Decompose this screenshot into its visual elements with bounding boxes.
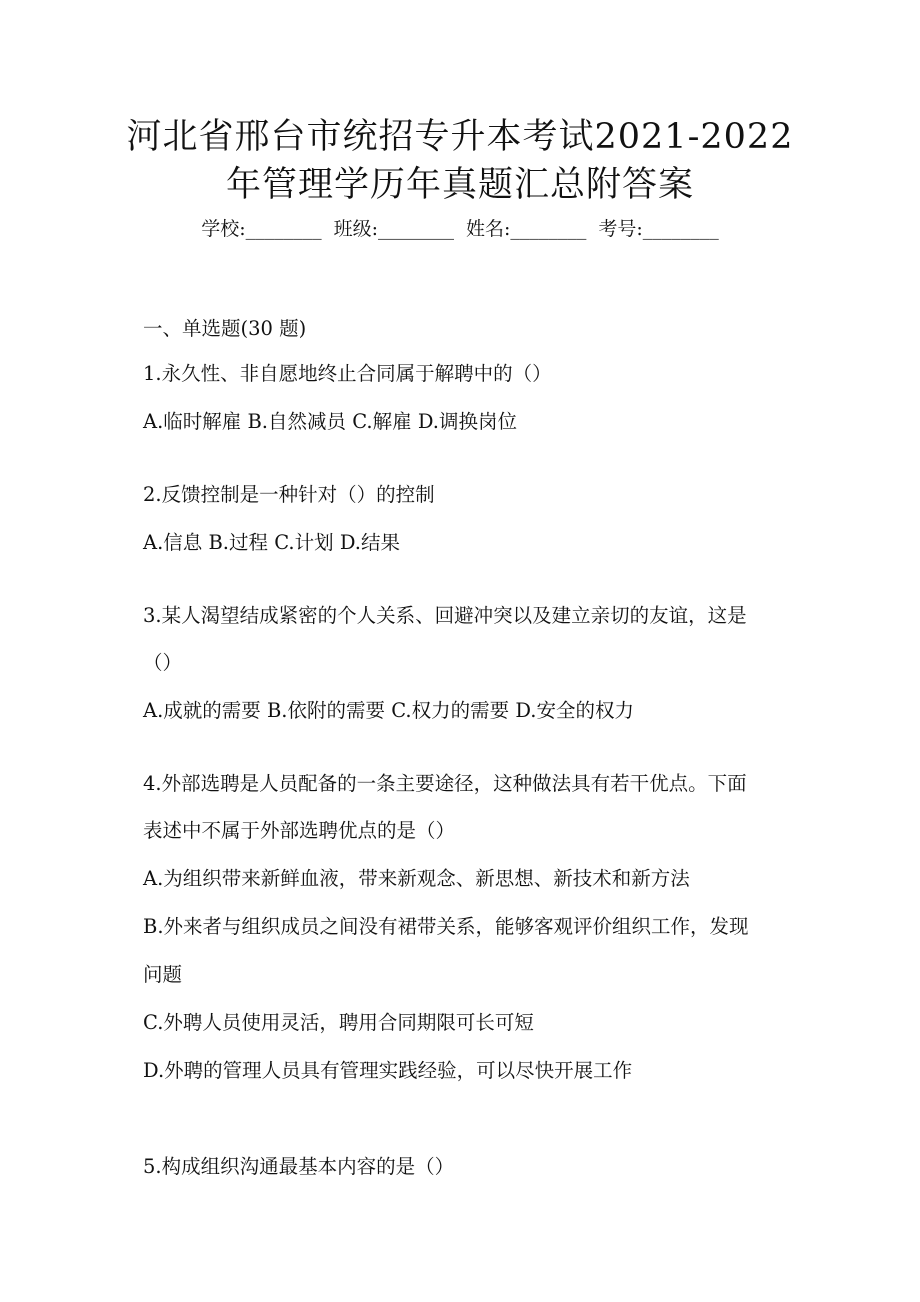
question-4-stem: 4.外部选聘是人员配备的一条主要途径，这种做法具有若干优点。下面 bbox=[143, 772, 747, 795]
student-info-row bbox=[0, 214, 920, 244]
question-3-options: A.成就的需要 B.依附的需要 C.权力的需要 D.安全的权力 bbox=[143, 699, 634, 722]
question-4-option-b-continued: 问题 bbox=[143, 963, 183, 986]
question-3-stem-continued: （） bbox=[143, 651, 183, 674]
question-4-option-c: C.外聘人员使用灵活，聘用合同期限可长可短 bbox=[143, 1011, 534, 1034]
question-5-stem: 5.构成组织沟通最基本内容的是（） bbox=[143, 1155, 455, 1178]
document-title-line-2: 年管理学历年真题汇总附答案 bbox=[225, 165, 694, 205]
class-field: 班级:________ bbox=[333, 218, 454, 240]
document-title-line-1: 河北省邢台市统招专升本考试2021-2022 bbox=[126, 117, 794, 157]
question-1-stem: 1.永久性、非自愿地终止合同属于解聘中的（） bbox=[143, 362, 552, 385]
question-1-options: A.临时解雇 B.自然减员 C.解雇 D.调换岗位 bbox=[143, 410, 517, 433]
question-4-option-d: D.外聘的管理人员具有管理实践经验，可以尽快开展工作 bbox=[143, 1059, 633, 1082]
section-heading: 一、单选题(30 题) bbox=[143, 317, 307, 340]
question-2-stem: 2.反馈控制是一种针对（）的控制 bbox=[143, 483, 435, 506]
exam-number-field: 考号:________ bbox=[598, 218, 719, 240]
school-field: 学校:________ bbox=[201, 218, 322, 240]
question-4-option-b: B.外来者与组织成员之间没有裙带关系，能够客观评价组织工作，发现 bbox=[143, 915, 749, 938]
question-4-stem-continued: 表述中不属于外部选聘优点的是（） bbox=[143, 819, 456, 842]
name-field: 姓名:________ bbox=[466, 218, 587, 240]
question-4-option-a: A.为组织带来新鲜血液，带来新观念、新思想、新技术和新方法 bbox=[143, 867, 690, 890]
question-3-stem: 3.某人渴望结成紧密的个人关系、回避冲突以及建立亲切的友谊，这是 bbox=[143, 604, 747, 627]
question-2-options: A.信息 B.过程 C.计划 D.结果 bbox=[143, 531, 400, 554]
